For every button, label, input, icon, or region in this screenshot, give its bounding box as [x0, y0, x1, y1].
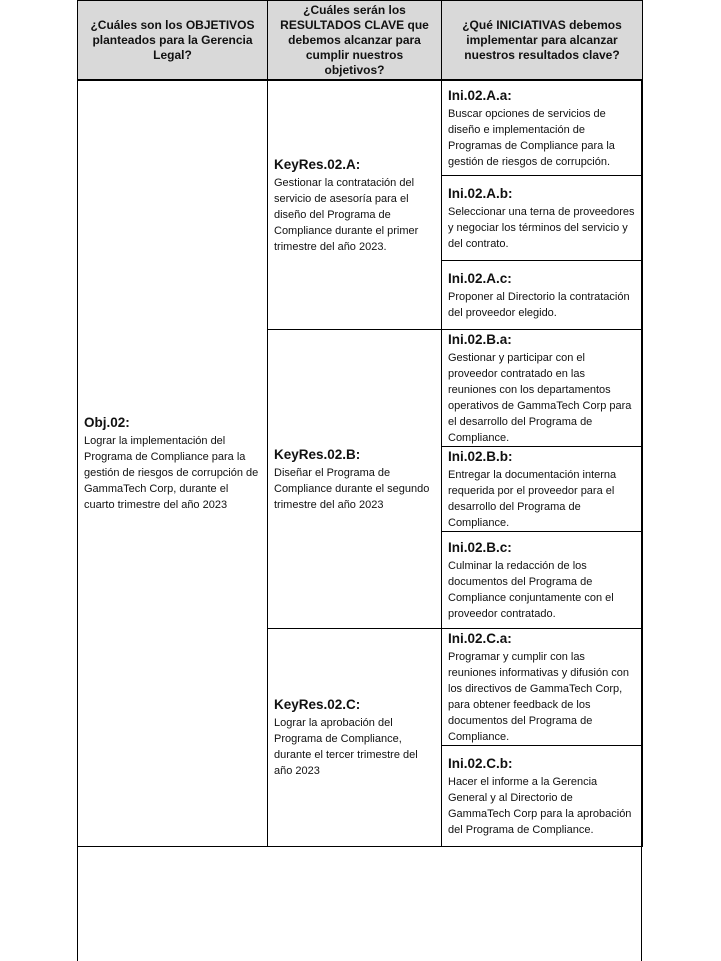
- key-result-cell: [268, 629, 442, 847]
- initiative-cell: [442, 330, 643, 447]
- initiative-text: Hacer el informe a la Gerencia General y al Directorio de GammaTech Corp para la aprobación del Programa de Compliance.: [448, 775, 632, 836]
- objective-text: Lograr la implementación del Programa de Compliance para la gestión de riesgos de corrupción de GammaTech Corp, durante el cuarto trimestre del año 2023: [84, 435, 259, 511]
- initiative-code: Ini.02.B.c:: [448, 539, 512, 555]
- key-result-cell: [268, 80, 442, 330]
- initiative-cell: [442, 80, 643, 176]
- initiative-code: Ini.02.B.a:: [448, 331, 512, 347]
- header-row: [78, 1, 643, 81]
- initiative-cell: [442, 176, 643, 261]
- initiative-cell: [442, 447, 643, 532]
- objective-cell: [78, 80, 268, 847]
- initiative-text: Gestionar y participar con el proveedor contratado en las reuniones con los departamentos operativos de GammaTech Corp para el desarrollo del Programa de Compliance.: [448, 351, 632, 444]
- table-row: [78, 80, 643, 176]
- initiative-text: Programar y cumplir con las reuniones informativas y difusión con los directivos de GammaTech Corp, para obtener feedback de los documentos del Programa de Compliance.: [448, 650, 629, 743]
- initiative-text: Buscar opciones de servicios de diseño e implementación de Programas de Compliance para la gestión de riesgos de corrupción.: [448, 107, 615, 168]
- initiative-text: Seleccionar una terna de proveedores y negociar los términos del servicio y del contrato.: [448, 205, 635, 250]
- initiative-code: Ini.02.C.a:: [448, 630, 512, 646]
- initiative-cell: [442, 261, 643, 330]
- initiative-text: Proponer al Directorio la contratación del proveedor elegido.: [448, 290, 630, 319]
- initiative-text: Entregar la documentación interna requerida por el proveedor para el desarrollo del Programa de Compliance.: [448, 468, 617, 529]
- key-result-cell: [268, 330, 442, 629]
- header-key-results: ¿Cuáles serán los RESULTADOS CLAVE que debemos alcanzar para cumplir nuestros objetivos?: [268, 1, 442, 81]
- initiative-code: Ini.02.B.b:: [448, 448, 513, 464]
- initiative-code: Ini.02.A.c:: [448, 270, 512, 286]
- key-result-text: Diseñar el Programa de Compliance durante el segundo trimestre del año 2023: [274, 466, 430, 511]
- objective-code: Obj.02:: [84, 415, 130, 430]
- initiative-code: Ini.02.A.b:: [448, 185, 513, 201]
- initiative-cell: [442, 746, 643, 847]
- key-result-code: KeyRes.02.C:: [274, 697, 361, 712]
- initiative-code: Ini.02.A.a:: [448, 87, 512, 103]
- key-result-code: KeyRes.02.A:: [274, 156, 361, 172]
- key-result-text: Gestionar la contratación del servicio de asesoría para el diseño del Programa de Compliance durante el primer trimestre del año 2023.: [274, 176, 419, 253]
- initiative-code: Ini.02.C.b:: [448, 755, 513, 771]
- header-objectives: ¿Cuáles son los OBJETIVOS planteados para la Gerencia Legal?: [78, 1, 268, 81]
- initiative-text: Culminar la redacción de los documentos del Programa de Compliance conjuntamente con el proveedor contratado.: [448, 559, 614, 620]
- initiative-cell: [442, 532, 643, 629]
- initiative-cell: [442, 629, 643, 746]
- key-result-text: Lograr la aprobación del Programa de Compliance, durante el tercer trimestre del año 2023: [274, 717, 418, 777]
- header-initiatives: ¿Qué INICIATIVAS debemos implementar para alcanzar nuestros resultados clave?: [442, 1, 643, 81]
- key-result-code: KeyRes.02.B:: [274, 446, 361, 462]
- okr-table: [77, 0, 643, 847]
